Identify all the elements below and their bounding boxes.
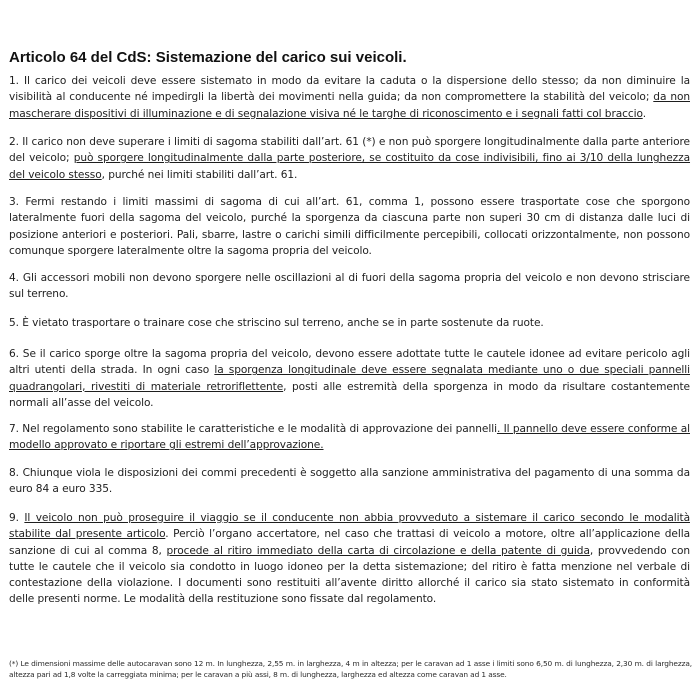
paragraph-5: [9, 315, 690, 331]
paragraph-3: [9, 194, 690, 259]
paragraph-3-text: 3. Fermi restando i limiti massimi di sagoma di cui all’art. 61, comma 1, possono essere trasportate cose che sporgono lateralmente fuori della sagoma del veicolo, purché la sporgenza da ciascuna parte non superi 30 cm di distanza dalle luci di posizione anteriori e posteriori. Pali, sbarre, lastre o carichi simili difficilmente percepibili, collocati orizzontalmente, non possono comunque sporgere lateralmente oltre la sagoma propria del veicolo.: [9, 196, 690, 257]
paragraph-2: [9, 134, 690, 183]
paragraph-9-text-1: . Perciò l’organo accertatore, nel caso che trattasi di veicolo a motore, oltre all’applicazione della sanzione di cui al comma 8,: [9, 528, 690, 557]
paragraph-8-text: 8. Chiunque viola le disposizioni dei commi precedenti è soggetto alla sanzione amministrativa del pagamento di una somma da euro 84 a euro 335.: [9, 467, 690, 496]
paragraph-1-text: 1. Il carico dei veicoli deve essere sistemato in modo da evitare la caduta o la dispersione dello stesso; da non diminuire la visibilità al conducente né impedirgli la libertà dei movimenti nella guida; da non compromettere la stabilità del veicolo;: [9, 75, 690, 104]
paragraph-8: [9, 465, 690, 498]
paragraph-5-text: 5. È vietato trasportare o trainare cose che striscino sul terreno, anche se in parte sostenute da ruote.: [9, 317, 544, 329]
paragraph-6-text: 6. Se il carico sporge oltre la sagoma propria del veicolo, devono essere adottate tutte le cautele idonee ad evitare pericolo agli altri utenti della strada. In ogni caso: [9, 348, 690, 377]
paragraph-1-underlined: da non mascherare dispositivi di illuminazione e di segnalazione visiva né le targhe di riconoscimento e i segnali fatti col braccio: [9, 91, 690, 120]
paragraph-7-text: 7. Nel regolamento sono stabilite le caratteristiche e le modalità di approvazione dei pannelli: [9, 423, 497, 435]
paragraph-9-num: 9.: [9, 512, 25, 524]
paragraph-9-underlined-1: Il veicolo non può proseguire il viaggio se il conducente non abbia provveduto a sistemare il carico secondo le modalità stabilite dal presente articolo: [9, 512, 690, 541]
paragraph-7-underlined: . Il pannello deve essere conforme al modello approvato e riportare gli estremi dell’approvazione.: [9, 423, 690, 452]
paragraph-4-text: 4. Gli accessori mobili non devono sporgere nelle oscillazioni al di fuori della sagoma propria del veicolo e non devono strisciare sul terreno.: [9, 272, 690, 301]
article-title: Articolo 64 del CdS: Sistemazione del carico sui veicoli.: [9, 49, 407, 66]
paragraph-6-underlined: la sporgenza longitudinale deve essere segnalata mediante uno o due speciali pannelli quadrangolari, rivestiti di materiale retroriflettente: [9, 364, 690, 393]
paragraph-2-underlined: può sporgere longitudinalmente dalla parte posteriore, se costituito da cose indivisibili, fino ai 3/10 della lunghezza del veicolo stesso: [9, 152, 691, 181]
paragraph-9-underlined-2: procede al ritiro immediato della carta di circolazione e della patente di guida: [166, 544, 590, 557]
paragraph-9: [9, 510, 690, 608]
paragraph-2-end: , purché nei limiti stabiliti dall’art. 61.: [101, 168, 298, 181]
paragraph-1: [9, 73, 690, 122]
paragraph-4: [9, 270, 690, 303]
paragraph-2-text: 2. Il carico non deve superare i limiti di sagoma stabiliti dall’art. 61 (*) e non può sporgere longitudinalmente dalla parte anteriore del veicolo;: [9, 136, 690, 165]
paragraph-6-end: , posti alle estremità della sporgenza in modo da risultare costantemente normali all’asse del veicolo.: [9, 380, 690, 409]
paragraph-7: [9, 421, 690, 454]
paragraph-1-end: .: [642, 107, 646, 120]
paragraph-6: [9, 346, 690, 411]
footnote: (*) Le dimensioni massime delle autocaravan sono 12 m. In lunghezza, 2,55 m. in larghezza, 4 m in altezza; per le caravan ad 1 asse i limiti sono 6,50 m. di lunghezza, 2,30 m. di larghezza, altezza pari ad 1,8 volte la carreggiata minima; per le caravan a più assi, 8 m. di lunghezza, larghezza ed altezza come caravan ad 1 asse.: [9, 659, 692, 679]
paragraph-9-text-2: , provvedendo con tutte le cautele che il veicolo sia condotto in luogo idoneo per la detta sistemazione; del ritiro è fatta menzione nel verbale di contestazione della violazione. I documenti sono restituiti all’avente diritto allorché il carico sia stato sistemato in conformità delle presenti norme. Le modalità della restituzione sono fissate dal regolamento.: [9, 544, 690, 606]
